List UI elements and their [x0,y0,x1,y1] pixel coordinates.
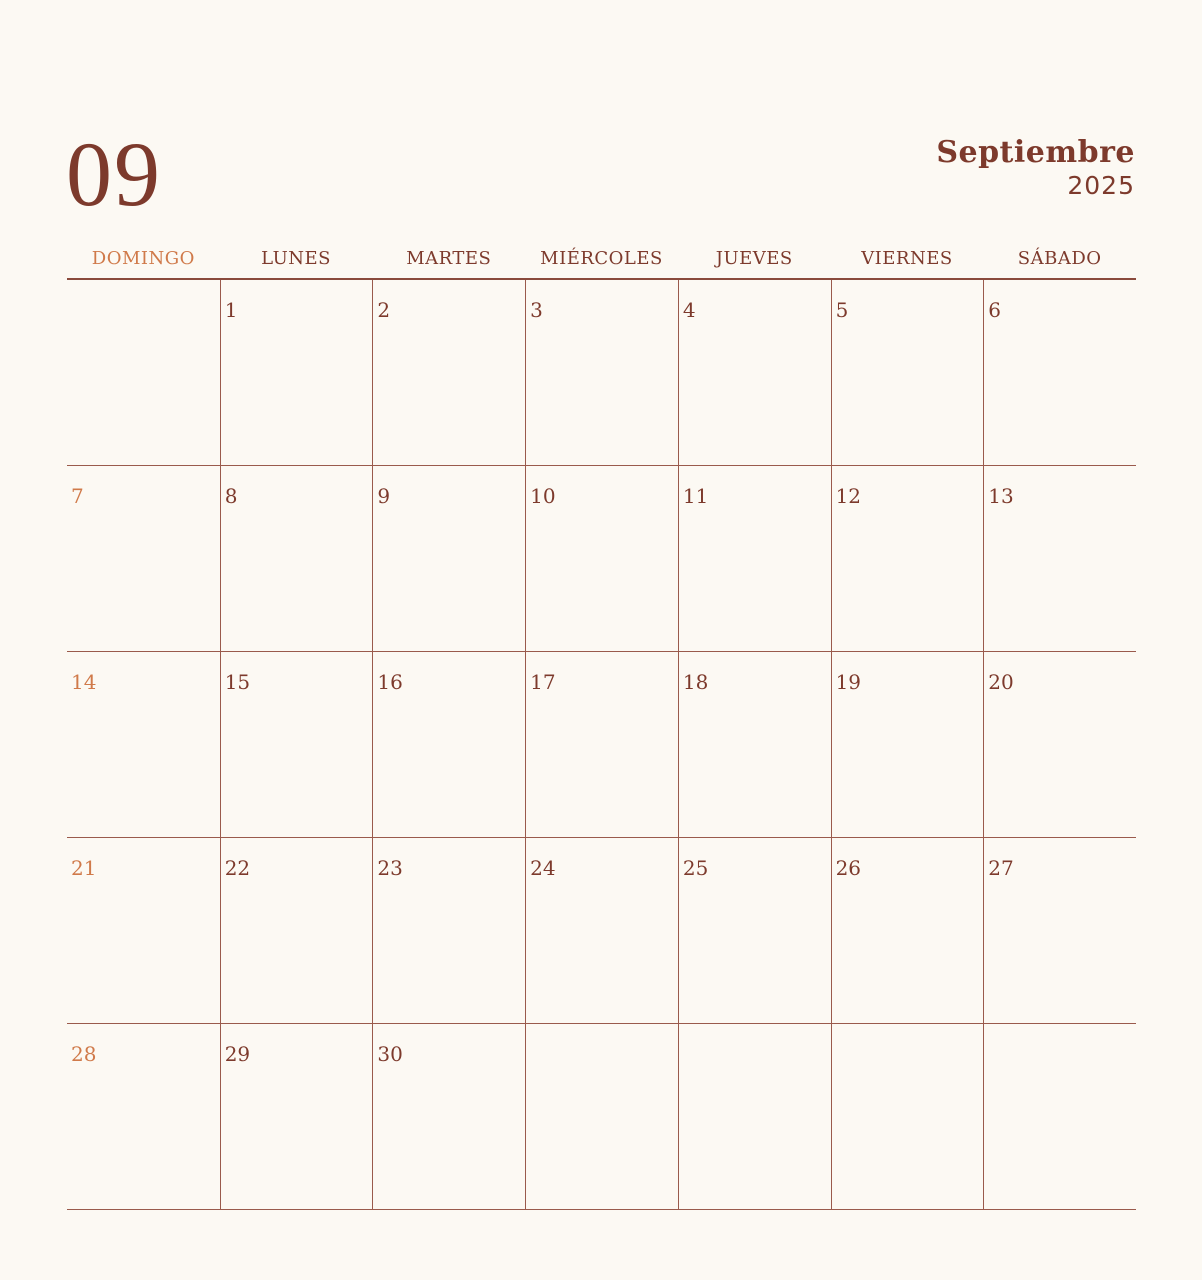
day-cell [525,652,678,838]
day-cell [525,280,678,466]
weekday-wednesday: MIÉRCOLES [540,248,663,269]
day-cell [831,1024,984,1210]
day-number: 27 [988,856,1014,880]
weekday-sunday: DOMINGO [91,248,195,269]
year: 2025 [1067,171,1135,200]
day-cell [220,280,373,466]
day-cell [67,652,220,838]
day-number: 28 [71,1042,97,1066]
day-number: 22 [224,856,251,880]
day-cell [678,1024,831,1210]
day-number: 25 [682,856,709,880]
calendar-grid [67,280,1136,1210]
day-cell [678,652,831,838]
day-number: 7 [71,484,84,508]
day-cell [372,838,525,1024]
weekday-header [67,246,1136,278]
day-number: 24 [530,856,556,880]
day-number: 16 [377,670,403,694]
day-number: 29 [224,1042,251,1066]
day-number: 1 [224,298,238,322]
day-cell [67,1024,220,1210]
day-number: 10 [530,484,556,508]
month-number: 09 [66,123,162,225]
day-cell [983,652,1136,838]
day-cell [372,466,525,652]
day-cell [67,838,220,1024]
day-cell [525,838,678,1024]
day-cell [67,466,220,652]
day-number: 23 [377,856,403,880]
day-number: 13 [988,484,1014,508]
day-number: 17 [530,670,556,694]
day-cell [525,466,678,652]
day-number: 21 [71,856,97,880]
day-cell [220,838,373,1024]
day-cell [220,466,373,652]
day-number: 9 [377,484,391,508]
day-number: 2 [377,298,391,322]
day-number: 15 [224,670,251,694]
day-cell [983,466,1136,652]
day-cell [983,280,1136,466]
day-number: 18 [682,670,709,694]
weekday-thursday: JUEVES [715,248,793,269]
day-cell [220,1024,373,1210]
day-cell [678,280,831,466]
day-cell [983,1024,1136,1210]
day-cell [372,652,525,838]
month-name: Septiembre [936,135,1135,170]
day-cell [678,838,831,1024]
day-number: 6 [988,298,1002,322]
day-number: 14 [71,670,97,694]
day-cell [983,838,1136,1024]
day-number: 20 [988,670,1014,694]
day-cell [831,466,984,652]
day-cell [831,280,984,466]
day-number: 5 [835,298,849,322]
weekday-monday: LUNES [261,248,331,269]
day-cell [372,1024,525,1210]
day-cell [831,838,984,1024]
day-number: 19 [835,670,862,694]
day-cell [372,280,525,466]
day-number: 3 [530,298,543,322]
day-number: 26 [835,856,862,880]
weekday-friday: VIERNES [861,248,953,269]
day-number: 30 [377,1042,403,1066]
day-cell [220,652,373,838]
day-number: 4 [682,298,696,322]
day-number: 12 [835,484,862,508]
weekday-saturday: SÁBADO [1017,248,1102,269]
day-cell [831,652,984,838]
day-number: 8 [224,484,238,508]
day-cell [67,280,220,466]
day-cell [678,466,831,652]
weekday-tuesday: MARTES [406,248,492,269]
day-number: 11 [682,484,709,508]
day-cell [525,1024,678,1210]
